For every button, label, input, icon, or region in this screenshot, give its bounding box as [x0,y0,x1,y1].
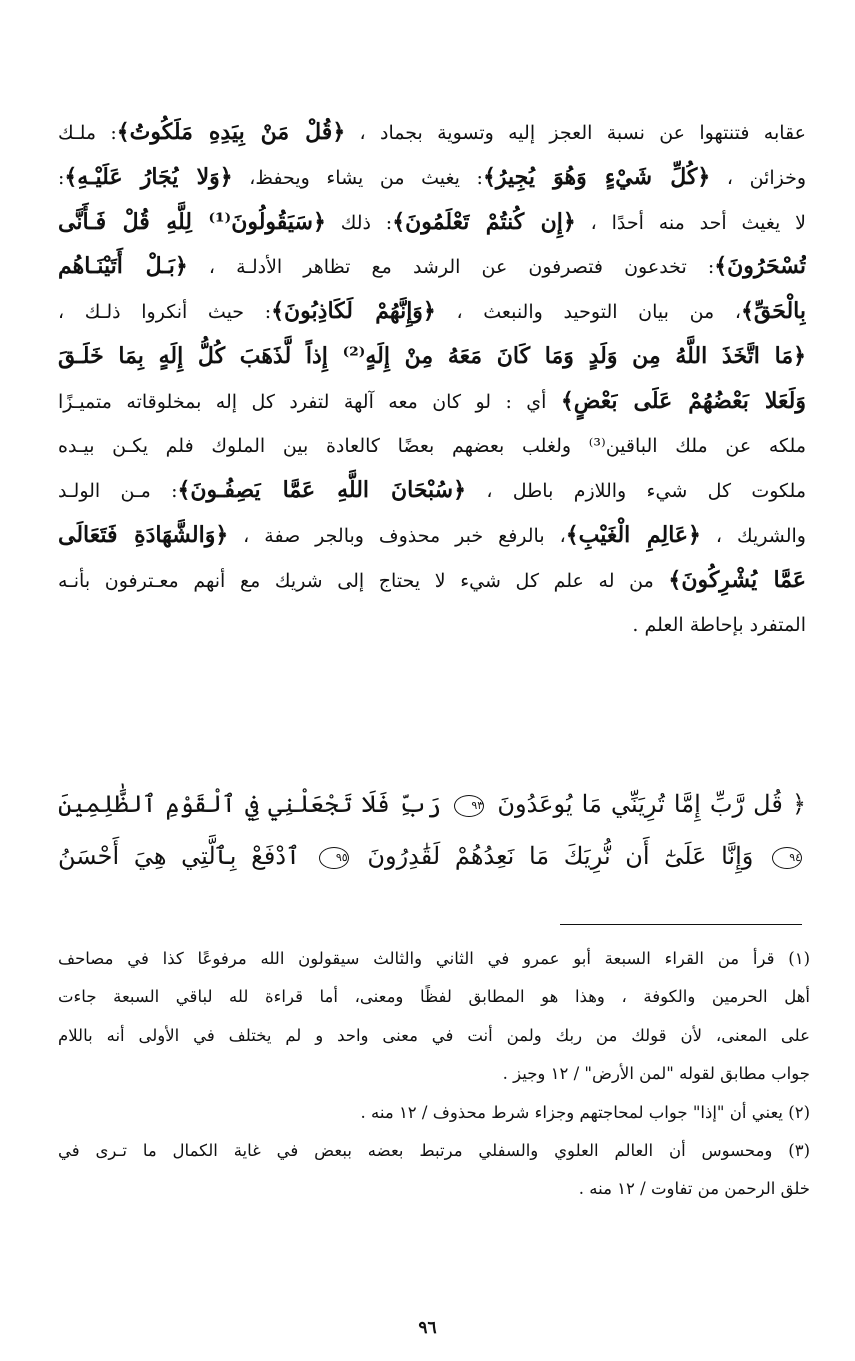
tafsir-line [58,379,806,424]
commentary-text: : ملـك [58,122,117,144]
tafsir-text-block [58,110,806,648]
tafsir-line [58,289,806,334]
tafsir-line [58,558,806,603]
quran-quote: ﴿سُبْحَانَ اللَّهِ عَمَّا يَصِفُـونَ﴾ [177,477,466,504]
commentary-text: : مـن الولـد [58,480,178,503]
quran-verses-block [58,778,806,882]
commentary-text: عقابه فتنتهوا عن نسبة العجز إليه وتسوية بجماد ، [345,122,806,144]
verse-number-marker: ٩٤ [772,847,802,869]
quran-quote: ﴿سَيَقُولُونَ⁽¹⁾ لِلَّهِ قُلْ فَـأَنَّى [58,208,326,235]
commentary-text: من له علم كل شيء لا يحتاج إلى شريك مع أنهم معـترفون بأنـه [58,569,669,592]
quran-quote: ﴿وَلا يُجَارُ عَلَيْـهِ﴾ [64,163,233,190]
verse-text: ٱدْفَعْ بِٱلَّتِي هِيَ أَحْسَنُ [58,842,315,870]
commentary-text: : يغيث من يشاء ويحفظ، [232,166,483,189]
quran-quote: ﴿قُلْ مَنْ بِيَدِهِ مَلَكُوتُ﴾ [116,119,346,145]
commentary-text: والشريك ، [700,525,806,548]
footnote-line: (٣) ومحسوس أن العالم العلوي والسفلي مرتبط بعضه ببعض في غاية الكمال ما تـرى في [58,1140,810,1160]
tafsir-line [58,334,806,379]
commentary-text: وخزائن ، [710,166,806,189]
tafsir-line [58,468,806,513]
tafsir-line [58,424,806,469]
commentary-text: : [58,166,65,189]
page-number: ٩٦ [418,1318,437,1338]
quran-quote: ﴿وَالشَّهَادَةِ فَتَعَالَى [58,522,229,549]
tafsir-line [58,110,806,155]
commentary-text: أي : لو كان معه آلهة لتفرد كل إله بمخلوقاته متميـزًا [58,390,561,413]
commentary-text: ، من بيان التوحيد والنبعث ، [435,301,742,324]
quran-quote: ﴿بَـلْ أَتَيْنَـاهُم [58,253,188,280]
verse-text: ﴿ قُل رَّبِّ إِمَّا تُرِيَنِّي مَا يُوعَدُونَ [488,790,806,818]
footnote-line: (٢) يعني أن "إذا" جواب لمحاجتهم وجزاء شرط محذوف / ١٢ منه . [360,1102,810,1122]
verse-line [58,830,806,882]
quran-quote: تُسْحَرُونَ﴾ [714,253,806,280]
quran-quote: عَمَّا يُشْرِكُونَ﴾ [668,566,806,593]
commentary-text: : ذلك [325,211,393,234]
verse-line [58,778,806,830]
commentary-text: ، بالرفع خبر محذوف وبالجر صفة ، [228,525,566,548]
verse-number-marker: ٩٥ [319,847,349,869]
quran-quote: ﴿كُلِّ شَيْءٍ وَهُوَ يُجِيرُ﴾ [482,163,711,190]
quran-quote: وَلَعَلا بَعْضُهُمْ عَلَى بَعْضٍ﴾ [560,387,806,414]
commentary-text: المتفرد بإحاطة العلم . [632,613,806,636]
footnote-line: (١) قرأ من القراء السبعة أبو عمرو في الثاني والثالث سيقولون الله مرفوعًا كذا في مصاحف [58,949,810,968]
quran-quote: ﴿وَإِنَّهُمْ لَكَاذِبُونَ﴾ [271,298,436,325]
commentary-text: : تخدعون فتصرفون عن الرشد مع تظاهر الأدلـة ، [187,256,715,279]
footnotes-block [58,940,810,1209]
footnote-line: أهل الحرمين والكوفة ، وهذا هو المطابق لفظًا ومعنى، أما قراءة لله لباقي السبعة جاءت [58,987,810,1007]
verse-text: وَإِنَّا عَلَىٰٓ أَن نُّرِيَكَ مَا نَعِدُهُمْ لَقَٰدِرُونَ [352,842,769,870]
commentary-text: لا يغيث أحد منه أحدًا ، [575,211,806,234]
tafsir-line [58,155,806,200]
tafsir-line [58,513,806,558]
quran-quote: ﴿عَالِمِ الْغَيْبِ﴾ [565,522,701,549]
commentary-text: ملكوت كل شيء واللازم باطل ، [466,480,806,503]
commentary-text: : حيث أنكروا ذلـك ، [58,301,272,324]
tafsir-line [58,200,806,245]
tafsir-line [58,244,806,289]
commentary-text: ملكه عن ملك الباقين⁽³⁾ ولغلب بعضهم بعضًا كالعادة بين الملوك فلم يكـن بيـده [58,434,806,457]
quran-quote: ﴿مَا اتَّخَذَ اللَّهُ مِن وَلَدٍ وَمَا كَانَ مَعَهُ مِنْ إِلَهٍ⁽²⁾ إِذاً لَّذَهَبَ كُلُّ إِلَهٍ بِمَا خَلَـقَ [58,342,806,369]
verse-number-marker: ٩٣ [454,795,484,817]
footnote-line: جواب مطابق لقوله "لمن الأرض" / ١٢ وجيز . [502,1064,810,1084]
verse-text: رَبِّ فَلَا تَجْعَلْنِي فِي ٱلْقَوْمِ ٱلظَّٰلِمِينَ [58,790,451,818]
quran-quote: ﴿إِن كُنتُمْ تَعْلَمُونَ﴾ [392,208,576,235]
footnote-line: على المعنى، لأن قولك من ربك ولمن أنت في معنى واحد و لم يختلف في الأولى أنه باللام [58,1025,810,1045]
footnote-separator-line [560,924,802,925]
tafsir-line [58,603,806,648]
footnote-line: خلق الرحمن من تفاوت / ١٢ منه . [578,1179,810,1199]
quran-quote: بِالْحَقِّ﴾ [741,298,806,325]
